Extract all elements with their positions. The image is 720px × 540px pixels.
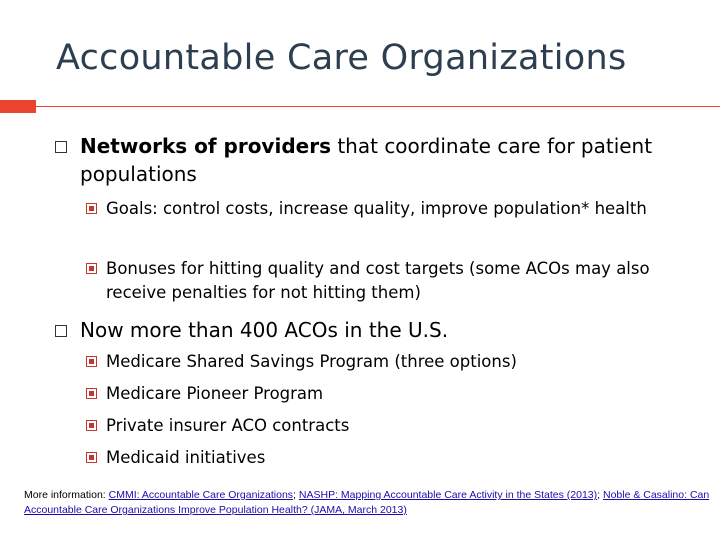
footer-prefix: More information: bbox=[24, 489, 109, 501]
sub-bullet-2-2: Medicare Pioneer Program bbox=[106, 384, 324, 403]
sub-bullet-2-4: Medicaid initiatives bbox=[106, 448, 266, 467]
bullet-1-rest: that coordinate care for patient populations bbox=[80, 134, 653, 186]
link-noble-casalino[interactable]: Noble & Casalino: Can Accountable Care Organizations Improve Population Health? (JAMA, March 2013) bbox=[24, 489, 710, 516]
footer-sep: ; bbox=[597, 489, 603, 501]
sub-bullet-icon bbox=[86, 388, 97, 399]
sub-bullet-icon bbox=[86, 420, 97, 431]
link-cmmi[interactable]: CMMI: Accountable Care Organizations bbox=[108, 489, 294, 501]
footer-sep: ; bbox=[293, 489, 299, 501]
bullet-1-bold: Networks of providers bbox=[80, 134, 331, 158]
sub-bullet-icon bbox=[86, 263, 97, 274]
sub-bullet-icon bbox=[86, 356, 97, 367]
sub-bullet-1-2: Bonuses for hitting quality and cost targets (some ACOs may also receive penalties for not hitting them) bbox=[106, 259, 650, 302]
title-rule-block bbox=[0, 100, 36, 113]
bullet-box-icon bbox=[55, 325, 67, 337]
slide-title: Accountable Care Organizations bbox=[56, 38, 627, 78]
sub-bullet-1-1: Goals: control costs, increase quality, improve population* health bbox=[106, 199, 647, 218]
bullet-box-icon bbox=[55, 141, 67, 153]
title-rule-line bbox=[0, 106, 720, 107]
bullet-1-text bbox=[80, 132, 680, 188]
link-nashp[interactable]: NASHP: Mapping Accountable Care Activity in the States (2013) bbox=[298, 489, 598, 501]
sub-bullet-2-3: Private insurer ACO contracts bbox=[106, 416, 350, 435]
footer-references bbox=[24, 488, 714, 518]
sub-bullet-icon bbox=[86, 452, 97, 463]
sub-bullet-icon bbox=[86, 203, 97, 214]
bullet-2-text: Now more than 400 ACOs in the U.S. bbox=[80, 318, 449, 342]
sub-bullet-2-1: Medicare Shared Savings Program (three options) bbox=[106, 352, 517, 371]
